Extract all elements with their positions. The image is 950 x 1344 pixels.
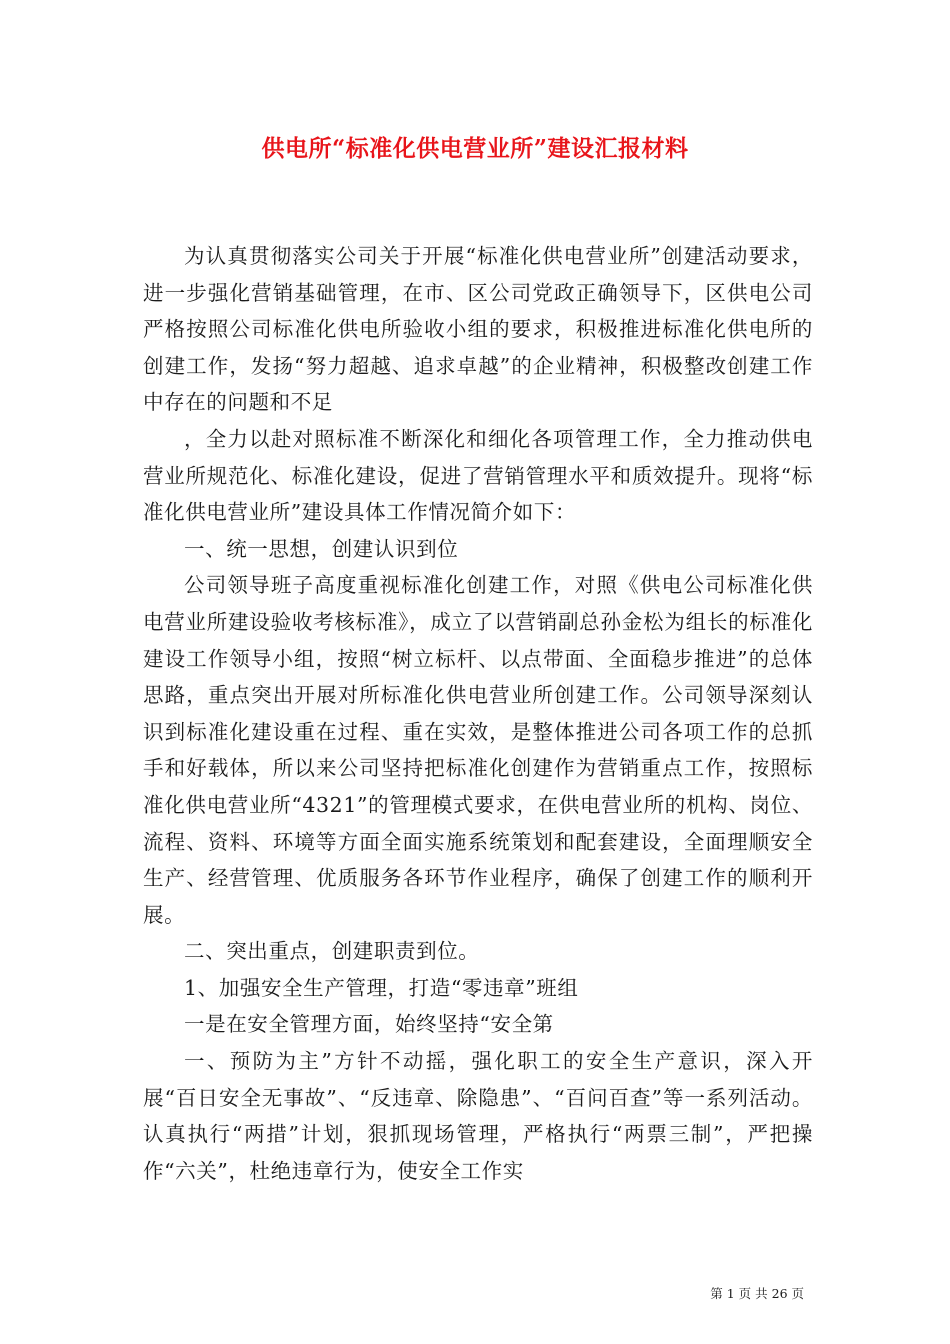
document-title: 供电所“标准化供电营业所”建设汇报材料 (261, 135, 689, 162)
subsection-heading: 1、加强安全生产管理，打造“零违章”班组 (184, 975, 579, 1000)
section-heading: 二、突出重点，创建职责到位。 (184, 939, 480, 964)
paragraph: 一是在安全管理方面，始终坚持“安全第 (184, 1012, 554, 1037)
document-body (143, 238, 813, 1189)
paragraph: 一、预防为主”方针不动摇，强化职工的安全生产意识，深入开展“百日安全无事故”、“反违章、除隐患”、“百问百查”等一系列活动。认真执行“两措”计划，狠抓现场管理，严格执行“两票三制”，严把操作“六关”，杜绝违章行为，使安全工作实 (143, 1049, 813, 1183)
section-heading: 一、统一思想，创建认识到位 (184, 536, 459, 561)
page-footer: 第 1 页 共 26 页 (710, 1286, 804, 1301)
paragraph: 公司领导班子高度重视标准化创建工作，对照《供电公司标准化供电营业所建设验收考核标准》，成立了以营销副总孙金松为组长的标准化建设工作领导小组，按照“树立标杆、以点带面、全面稳步推进”的总体思路，重点突出开展对所标准化供电营业所创建工作。公司领导深刻认识到标准化建设重在过程、重在实效，是整体推进公司各项工作的总抓手和好载体，所以来公司坚持把标准化创建作为营销重点工作，按照标准化供电营业所“4321”的管理模式要求，在供电营业所的机构、岗位、流程、资料、环境等方面全面实施系统策划和配套建设，全面理顺安全生产、经营管理、优质服务各环节作业程序，确保了创建工作的顺利开展。 (143, 573, 813, 927)
paragraph: ，全力以赴对照标准不断深化和细化各项管理工作，全力推动供电营业所规范化、标准化建设，促进了营销管理水平和质效提升。现将“标准化供电营业所”建设具体工作情况简介如下： (143, 426, 813, 525)
paragraph: 为认真贯彻落实公司关于开展“标准化供电营业所”创建活动要求，进一步强化营销基础管理，在市、区公司党政正确领导下，区供电公司严格按照公司标准化供电所验收小组的要求，积极推进标准化供电所的创建工作，发扬“努力超越、追求卓越”的企业精神，积极整改创建工作中存在的问题和不足 (143, 244, 813, 415)
